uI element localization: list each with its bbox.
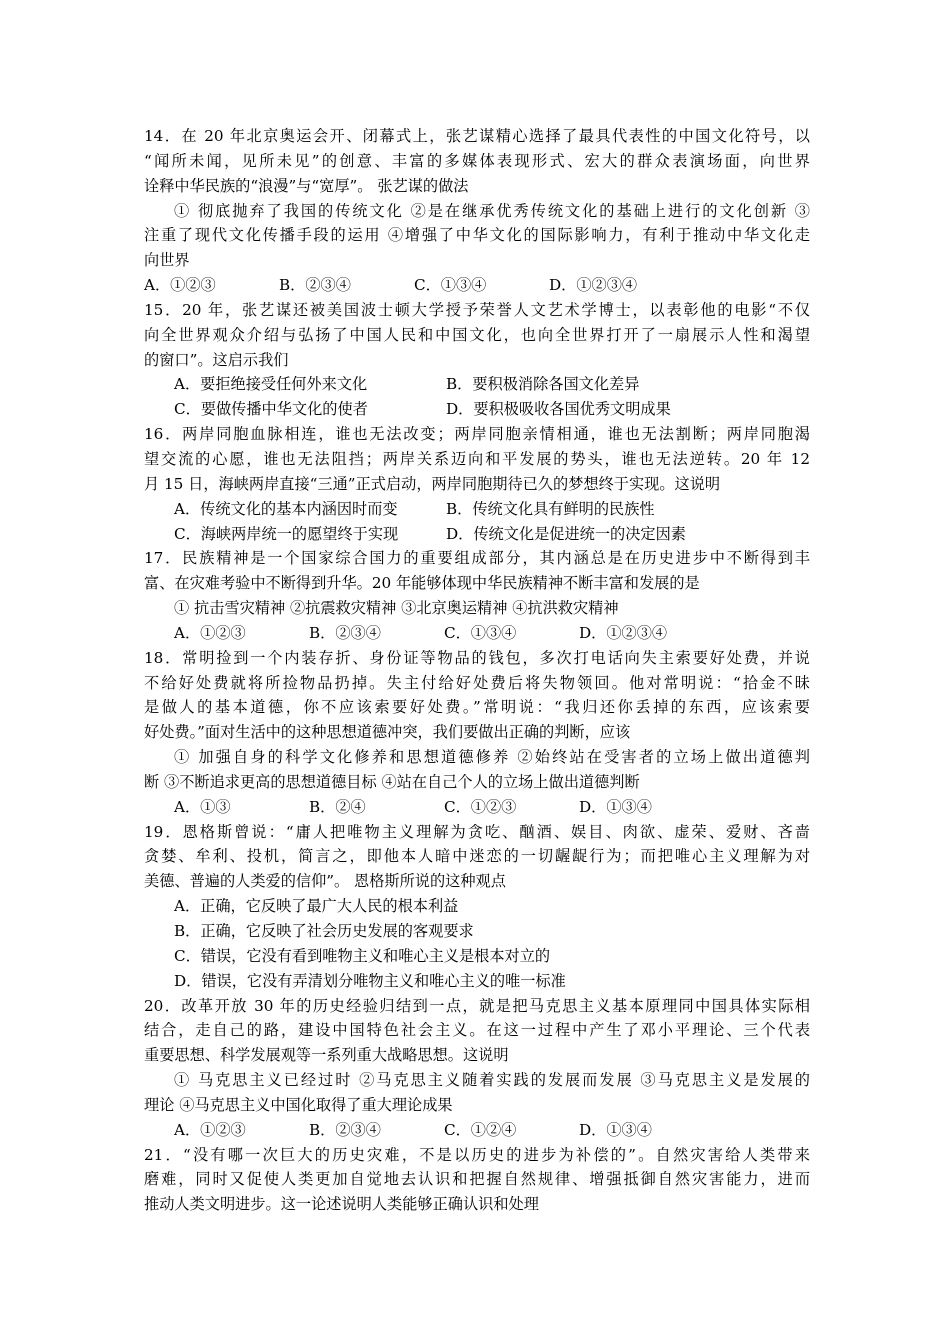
question-21 [144,1143,810,1218]
question-stem-line: 推动人类文明进步。这一论述说明人类能够正确认识和处理 [144,1195,539,1214]
question-stem-line: 重要思想、科学发展观等一系列重大战略思想。这说明 [144,1046,509,1065]
question-stem-line: 15．20 年，张艺谋还被美国波士顿大学授予荣誉人文艺术学博士，以表彰他的电影“不仅 [144,300,810,319]
question-stem-line: 21．“没有哪一次巨大的历史灾难，不是以历史的进步为补偿的”。自然灾害给人类带来 [144,1145,810,1164]
option-d: D．错误，它没有弄清划分唯物主义和唯心主义的唯一标准 [174,971,566,990]
question-stem-line: 17．民族精神是一个国家综合国力的重要组成部分，其内涵总是在历史进步中不断得到丰 [144,549,810,568]
option-c: C．①②④ [444,1120,517,1139]
answer-options-row [144,372,810,397]
question-stem-line: 好处费。”面对生活中的这种思想道德冲突，我们要做出正确的判断，应该 [144,723,631,742]
statement-line: ① 加强自身的科学文化修养和思想道德修养 ②始终站在受害者的立场上做出道德判 [174,748,810,767]
statement-line: 断 ③不断追求更高的思想道德目标 ④站在自己个人的立场上做出道德判断 [144,772,640,791]
option-d: D．①③④ [579,797,652,816]
option-c: C．①③④ [444,623,517,642]
question-16 [144,422,810,546]
question-stem-line: 18．常明捡到一个内装存折、身份证等物品的钱包，多次打电话向失主索要好处费，并说 [144,648,810,667]
question-stem-line: 19．恩格斯曾说：“庸人把唯物主义理解为贪吃、酗酒、娱目、肉欲、虚荣、爱财、吝啬 [144,822,810,841]
option-c: C．①③④ [414,276,487,295]
question-stem-line: 富、在灾难考验中不断得到升华。20 年能够体现中华民族精神不断丰富和发展的是 [144,574,700,593]
statement-line: 理论 ④马克思主义中国化取得了重大理论成果 [144,1095,453,1114]
question-20 [144,994,810,1143]
option-c: C．错误，它没有看到唯物主义和唯心主义是根本对立的 [174,946,551,965]
answer-options-row [144,397,810,422]
question-stem-line: 向全世界观众介绍与弘扬了中国人民和中国文化，也向全世界打开了一扇展示人性和渴望 [144,325,810,344]
option-b: B．②③④ [309,1120,381,1139]
statement-line: ① 抗击雪灾精神 ②抗震救灾精神 ③北京奥运精神 ④抗洪救灾精神 [174,599,619,618]
question-stem-line: 美德、普遍的人类爱的信仰”。 恩格斯所说的这种观点 [144,872,506,891]
question-14 [144,124,810,298]
question-15 [144,298,810,422]
answer-options [144,273,810,298]
answer-options [144,1118,810,1143]
question-19 [144,820,810,994]
option-a: A．正确，它反映了最广大人民的根本利益 [174,897,459,916]
option-b: B．②③④ [309,623,381,642]
option-d: D．传统文化是促进统一的决定因素 [446,524,686,543]
question-stem-line: 是做人的基本道德，你不应该索要好处费。”常明说：“我归还你丢掉的东西，应该索要 [144,698,810,717]
question-stem-line: “闻所未闻，见所未见”的创意、丰富的多媒体表现形式、宏大的群众表演场面，向世界 [144,151,810,170]
option-b: B．传统文化具有鲜明的民族性 [446,499,655,518]
question-18 [144,646,810,820]
question-stem-line: 结合，走自己的路，建设中国特色社会主义。在这一过程中产生了邓小平理论、三个代表 [144,1021,810,1040]
answer-options-row [144,497,810,522]
question-17 [144,546,810,645]
option-d: D．①②③④ [549,276,638,295]
question-stem-line: 磨难，同时又促使人类更加自觉地去认识和把握自然规律、增强抵御自然灾害能力，进而 [144,1170,810,1189]
option-a: A．传统文化的基本内涵因时而变 [174,499,398,518]
option-b: B．②③④ [279,276,351,295]
question-stem-line: 20．改革开放 30 年的历史经验归结到一点，就是把马克思主义基本原理同中国具体实际相 [144,996,810,1015]
statement-line: ① 马克思主义已经过时 ②马克思主义随着实践的发展而发展 ③马克思主义是发展的 [174,1071,810,1090]
option-d: D．①③④ [579,1120,652,1139]
question-stem-line: 贪婪、牟利、投机，简言之，即他本人暗中迷恋的一切龌龊行为；而把唯心主义理解为对 [144,847,810,866]
option-a: A．①③ [174,797,231,816]
option-a: A．①②③ [174,1120,246,1139]
option-c: C．要做传播中华文化的使者 [174,400,368,419]
option-a: A．①②③ [144,276,216,295]
question-stem-line: 诠释中华民族的“浪漫”与“宽厚”。 张艺谋的做法 [144,176,469,195]
question-stem-line: 望交流的心愿，谁也无法阻挡；两岸关系迈向和平发展的势头，谁也无法逆转。20 年 12 [144,449,810,468]
option-d: D．要积极吸收各国优秀文明成果 [446,400,671,419]
option-c: C．①②③ [444,797,517,816]
option-b: B．②④ [309,797,366,816]
answer-options [144,621,810,646]
answer-options-row [144,522,810,547]
question-stem-line: 月 15 日，海峡两岸直接“三通”正式启动，两岸同胞期待已久的梦想终于实现。这说明 [144,474,721,493]
option-a: A．要拒绝接受任何外来文化 [174,375,368,394]
option-b: B．要积极消除各国文化差异 [446,375,640,394]
option-b: B．正确，它反映了社会历史发展的客观要求 [174,922,474,940]
statement-line: 注重了现代文化传播手段的运用 ④增强了中华文化的国际影响力，有利于推动中华文化走 [144,226,810,245]
answer-options [144,795,810,820]
option-c: C．海峡两岸统一的愿望终于实现 [174,524,399,543]
question-list [144,124,810,1217]
option-a: A．①②③ [174,623,246,642]
statement-line: ① 彻底抛弃了我国的传统文化 ②是在继承优秀传统文化的基础上进行的文化创新 ③ [174,201,810,220]
question-stem-line: 16．两岸同胞血脉相连，谁也无法改变；两岸同胞亲情相通，谁也无法割断；两岸同胞渴 [144,425,810,444]
question-stem-line: 不给好处费就将所捡物品扔掉。失主付给好处费后将失物领回。他对常明说：“拾金不昧 [144,673,810,692]
question-stem-line: 14．在 20 年北京奥运会开、闭幕式上，张艺谋精心选择了最具代表性的中国文化符号，以 [144,127,810,145]
option-d: D．①②③④ [579,623,668,642]
statement-line: 向世界 [144,251,190,270]
question-stem-line: 的窗口”。这启示我们 [144,350,289,369]
